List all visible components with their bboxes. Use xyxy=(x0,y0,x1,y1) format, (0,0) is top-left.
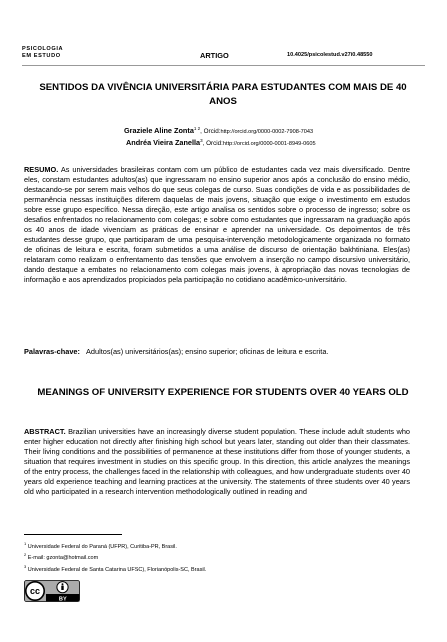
footnote-divider xyxy=(24,534,122,535)
author-name: Graziele Aline Zonta xyxy=(124,126,194,136)
footnote: $^2$ E-mail: gzonta@hotmail.com xyxy=(24,552,99,562)
orcid-link[interactable]: http://orcid.org/0000-0002-7908-7043 xyxy=(220,129,314,136)
orcid-link[interactable]: http://orcid.org/0000-0001-8949-0605 xyxy=(222,141,316,148)
author-footnote-ref[interactable]: 3 xyxy=(200,138,203,143)
palavras-chave xyxy=(24,347,410,357)
keywords-label: Palavras-chave: xyxy=(24,347,80,356)
author-1: Graziele Aline Zonta$^{1 2}$, Orcid:http://orcid.org/0000-0002-7908-7043 xyxy=(124,126,314,136)
author-name: Andréa Vieira Zanella xyxy=(126,138,201,148)
title-portuguese: SENTIDOS DA VIVÊNCIA UNIVERSITÁRIA PARA ESTUDANTES COM MAIS DE 40 ANOS xyxy=(39,82,407,107)
journal-logo: PSICOLOGIA EM ESTUDO xyxy=(22,46,64,59)
orcid-label: Orcid: xyxy=(203,128,221,136)
title-english: MEANINGS OF UNIVERSITY EXPERIENCE FOR STUDENTS OVER 40 YEARS OLD xyxy=(37,387,409,398)
keywords-text: Adultos(as) universitários(as); ensino superior; oficinas de leitura e escrita. xyxy=(86,347,329,356)
header-divider xyxy=(22,65,425,66)
abstract-text: Brazilian universities have an increasingly diverse student population. These include adult students who enter higher education not directly after finishing high school but years later, standing out older than their classmates. Their living conditions and the possibilities of permanence at these institutions differ from those of younger students, a situation that requires investment in studies on this specific group. In this direction, this article analyzes the meanings of the entry process, the challenges faced in the relationship with colleagues, and how undergraduate students over 40 years old experience teaching and learning practices at the university. The statements of three students over 40 years old who participated in a research intervention methodologically outlined in reading and xyxy=(24,427,410,496)
footnote: $^1$ Universidade Federal do Paraná (UFPR), Curitiba-PR, Brasil. xyxy=(24,541,177,550)
abstract-label: ABSTRACT. xyxy=(24,427,66,436)
license-label: BY xyxy=(58,596,67,602)
resumo-label: RESUMO. xyxy=(24,165,59,174)
author-footnote-ref[interactable]: 1 2 xyxy=(193,126,201,131)
orcid-label: Orcid: xyxy=(206,140,223,148)
resumo-text: As universidades brasileiras contam com um público de estudantes cada vez mais diversificado. Dentre eles, constam estudantes adultos(as) que ingressaram no ensino superior anos após a conclusão do ensino médio, destacando-se por serem mais velhos do que seus colegas de curso. Suas condições de vida e as possibilidades de permanência nessas instituições diferem daquelas de mais jovens, situação que exige o investimento em estudos sobre esse grupo específico. Nessa direção, este artigo analisa os sentidos sobre o processo de ingresso; sobre os desafios enfrentados no relacionamento com colegas; e sobre como estudantes que ingressaram na graduação após os 40 anos de idade vivenciam as práticas de ensinar e aprender na universidade. Os depoimentos de três estudantes desse grupo, que participaram de uma pesquisa-intervenção metodologicamente organizada no formato de oficinas de leitura e escrita, foram submetidos a uma análise de discurso de orientação bakhtiniana. Eles(as) relataram como realizam o enfrentamento das tensões que envolvem a inserção no campo discursivo universitário, dando destaque a embates no relacionamento com colegas mais jovens, à apropriação das novas tecnologias de informação e aos aprendizados propiciados pela participação no cotidiano acadêmico-universitário. xyxy=(24,165,410,284)
author-2: Andréa Vieira Zanella$^3$, Orcid:http://orcid.org/0000-0001-8949-0605 xyxy=(126,138,316,148)
creative-commons-by-icon[interactable] xyxy=(24,580,80,602)
svg-text:cc: cc xyxy=(29,586,41,597)
abstract xyxy=(24,427,410,497)
resumo xyxy=(24,165,410,285)
footnotes xyxy=(24,540,206,574)
footnote: $^3$ Universidade Federal de Santa Catarina UFSC), Florianópolis-SC, Brasil. xyxy=(24,563,207,573)
article-type: ARTIGO xyxy=(200,51,229,60)
doi[interactable]: 10.4025/psicolestud.v27i0.48550 xyxy=(287,52,373,58)
